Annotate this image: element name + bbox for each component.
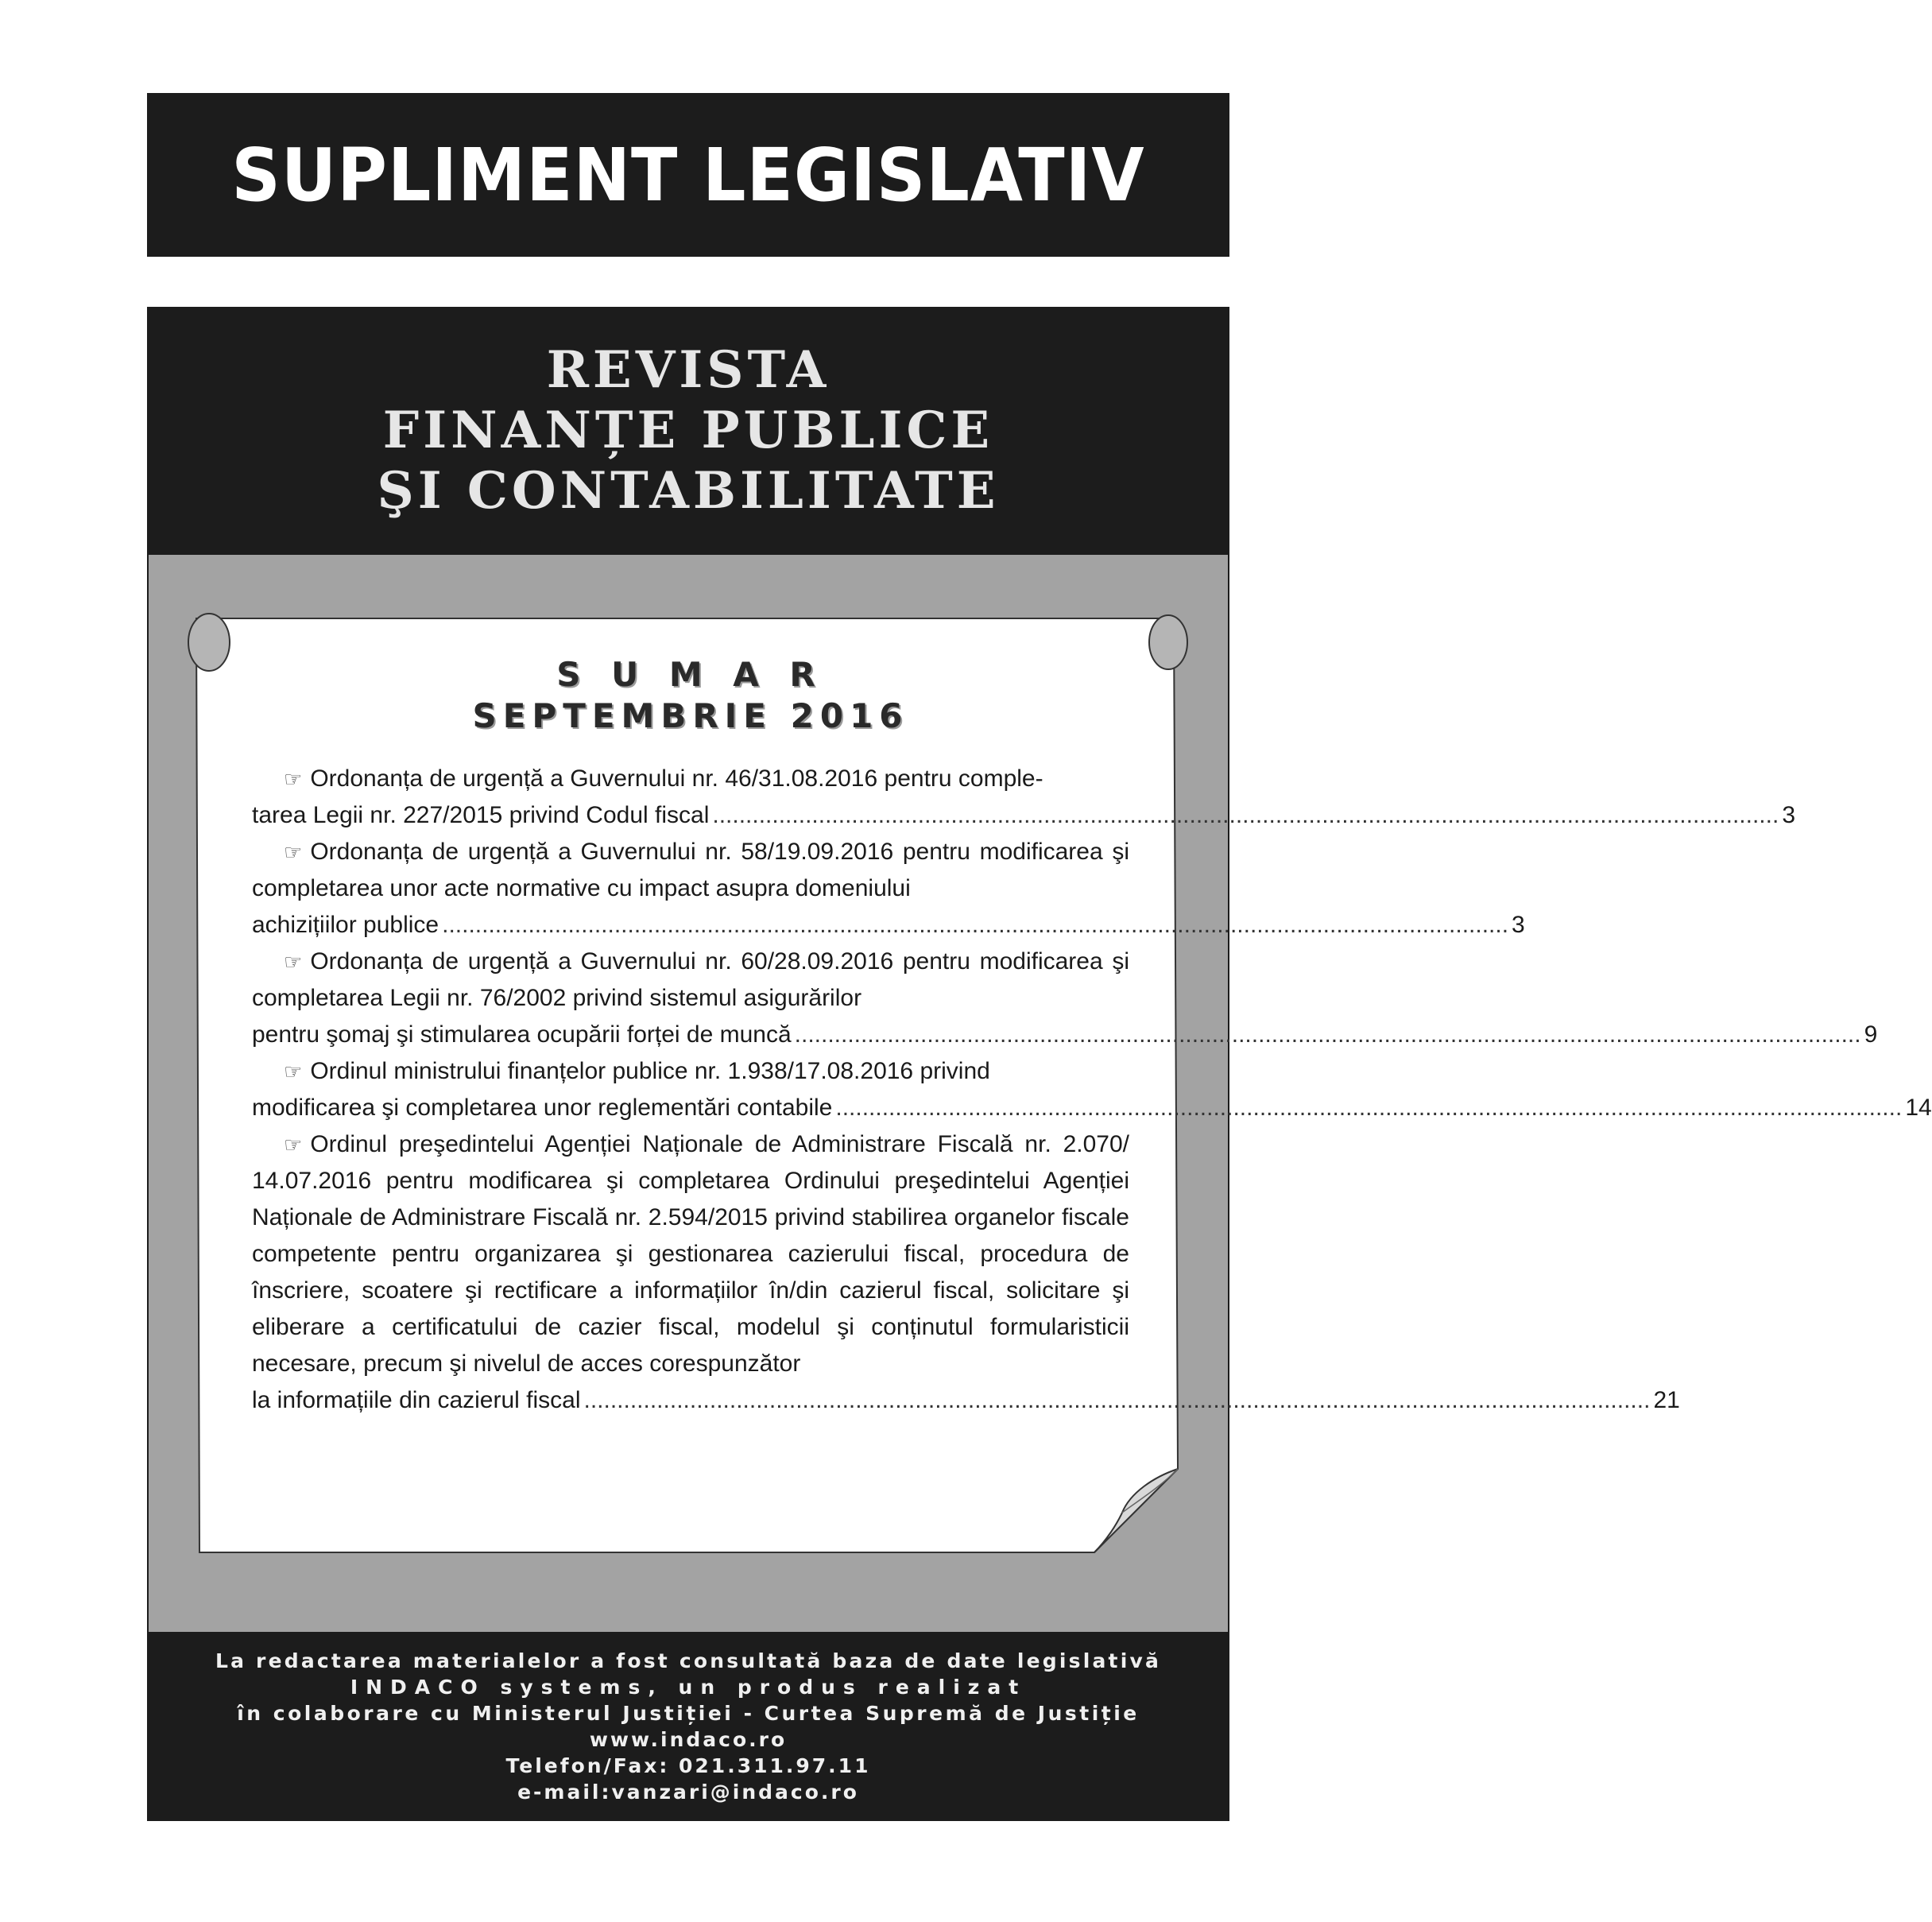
hand-pointer-icon: ☞ (284, 1133, 303, 1157)
magazine-block (147, 307, 1932, 1821)
hand-pointer-icon: ☞ (284, 767, 303, 791)
magazine-header (147, 307, 1229, 555)
summary-heading: S U M A R (556, 655, 825, 694)
toc-item-last-line: achizițiilor publice (252, 912, 439, 938)
toc-item-text: Ordonanța de urgență a Guvernului nr. 60/28.09.2016 pentru modificarea şi completarea Legii nr. 76/2002 privind sistemul asigurărilor (252, 948, 1129, 1011)
toc-item-page: 3 (1782, 802, 1795, 828)
toc-item[interactable]: ☞ Ordonanța de urgență a Guvernului nr. 46/31.08.2016 pentru comple- tarea Legii nr. 227/2015 privind Codul fiscal ................................................................................................................................................................. 3 (252, 761, 1129, 834)
toc-item-page: 21 (1653, 1387, 1680, 1413)
toc-item-page: 3 (1512, 912, 1525, 938)
toc-item-text: Ordonanța de urgență a Guvernului nr. 46/31.08.2016 pentru comple- (310, 765, 1043, 792)
supliment-title: SUPLIMENT LEGISLATIV (231, 132, 1145, 218)
table-of-contents (252, 761, 1932, 1419)
toc-item-last-line: la informațiile din cazierul fiscal (252, 1387, 581, 1413)
toc-item-last-line: pentru şomaj şi stimularea ocupării forței de muncă (252, 1021, 792, 1048)
publisher-footer (147, 1632, 1229, 1821)
toc-item-page: 9 (1864, 1021, 1878, 1048)
toc-item-last-line: tarea Legii nr. 227/2015 privind Codul fiscal (252, 802, 710, 828)
footer-line-1: La redactarea materialelor a fost consultată baza de date legislativă (215, 1649, 1162, 1672)
summary-panel (147, 555, 1932, 1633)
magazine-title-line-3: ŞI CONTABILITATE (377, 461, 1000, 521)
toc-item[interactable]: ☞ Ordinul ministrului finanțelor publice nr. 1.938/17.08.2016 privind modificarea şi completarea unor reglementări contabile ................................................................................................................................................................. 14 (252, 1053, 1129, 1126)
footer-website-link[interactable]: www.indaco.ro (589, 1728, 788, 1751)
supliment-banner (147, 93, 1229, 257)
toc-item-text: Ordonanța de urgență a Guvernului nr. 58/19.09.2016 pentru modificarea şi completarea unor acte normative cu impact asupra domeniului (252, 839, 1129, 901)
summary-content (252, 654, 1932, 1419)
hand-pointer-icon: ☞ (284, 950, 303, 974)
footer-line-3: în colaborare cu Ministerul Justiției - Curtea Supremă de Justiție (237, 1702, 1140, 1725)
footer-phone: Telefon/Fax: 021.311.97.11 (505, 1754, 871, 1777)
magazine-title-line-1: REVISTA (546, 340, 830, 400)
magazine-title-line-2: FINANȚE PUBLICE (382, 401, 994, 460)
hand-pointer-icon: ☞ (284, 1060, 303, 1083)
toc-item-text: Ordinul preşedintelui Agenției Naționale de Administrare Fiscală nr. 2.070/ 14.07.2016 pentru modificarea şi completarea Ordinului preşedintelui Agenției Naționale de Administrare Fiscală nr. 2.594/2015 privind stabilirea organelor fiscale competente pentru organizarea şi gestionarea cazierului fiscal, procedura de înscriere, scoatere şi rectificare a informațiilor în/din cazierul fiscal, solicitare şi eliberare a certificatului de cazier fiscal, modelul şi conținutul formularisticii necesare, precum şi nivelul de acces corespunzător (252, 1131, 1129, 1377)
summary-date: SEPTEMBRIE 2016 (472, 696, 909, 735)
footer-line-2: INDACO systems, un produs realizat (350, 1676, 1027, 1699)
hand-pointer-icon: ☞ (284, 840, 303, 864)
toc-item-last-line: modificarea şi completarea unor reglementări contabile (252, 1095, 833, 1121)
toc-item-text: Ordinul ministrului finanțelor publice nr. 1.938/17.08.2016 privind (310, 1058, 990, 1084)
toc-item[interactable]: ☞ Ordonanța de urgență a Guvernului nr. 58/19.09.2016 pentru modificarea şi completarea unor acte normative cu impact asupra domeniului achizițiilor publice ................................................................................................................................................................. 3 (252, 834, 1129, 944)
toc-item-page: 14 (1905, 1095, 1932, 1121)
toc-item[interactable]: ☞ Ordinul preşedintelui Agenției Naționale de Administrare Fiscală nr. 2.070/ 14.07.2016 pentru modificarea şi completarea Ordinului preşedintelui Agenției Naționale de Administrare Fiscală nr. 2.594/2015 privind stabilirea organelor fiscale competente pentru organizarea şi gestionarea cazierului fiscal, procedura de înscriere, scoatere şi rectificare a informațiilor în/din cazierul fiscal, solicitare şi eliberare a certificatului de cazier fiscal, modelul şi conținutul formularisticii necesare, precum şi nivelul de acces corespunzător la informațiile din cazierul fiscal ................................................................................................................................................................. 21 (252, 1126, 1129, 1419)
footer-email-link[interactable]: e-mail:vanzari@indaco.ro (517, 1781, 859, 1804)
toc-item[interactable]: ☞ Ordonanța de urgență a Guvernului nr. 60/28.09.2016 pentru modificarea şi completarea Legii nr. 76/2002 privind sistemul asigurărilor pentru şomaj şi stimularea ocupării forței de muncă ................................................................................................................................................................. 9 (252, 944, 1129, 1053)
